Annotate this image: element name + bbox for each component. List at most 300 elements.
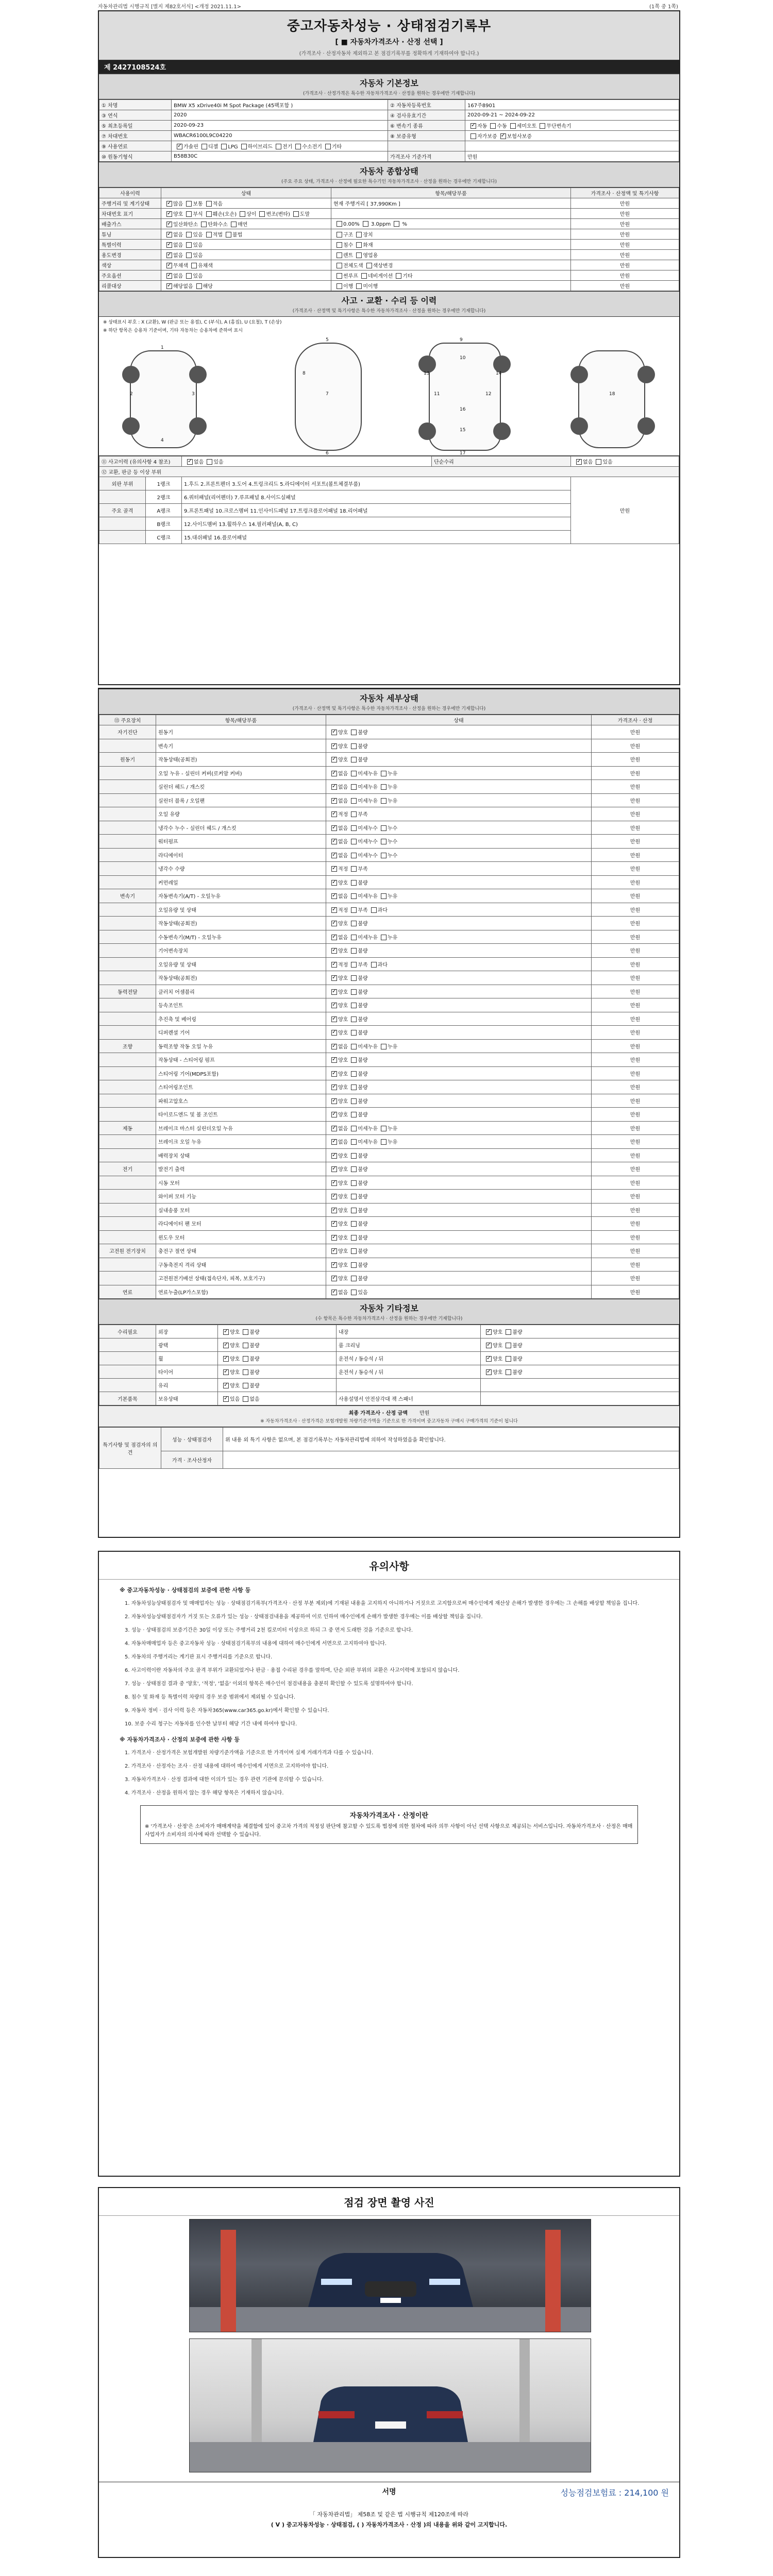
photo-section-title: 점검 장면 촬영 사진: [99, 2188, 679, 2216]
overall-col-header: 상태: [161, 188, 331, 198]
checkbox-label: 구조: [343, 232, 354, 238]
checkbox-icon[interactable]: [243, 1356, 248, 1362]
checkbox-icon[interactable]: [331, 880, 337, 886]
detail-group: 제동: [99, 1121, 156, 1135]
detail-part: 스티어링 기어(MDPS포함): [156, 1066, 326, 1080]
basic-info-header: [99, 74, 679, 99]
detail-group: [99, 1190, 156, 1204]
legal-footer-1: 「 자동차관리법」 제58조 및 같은 법 시행규칙 제120조에 따라: [309, 2511, 469, 2518]
checkbox-label: 양호: [338, 1112, 348, 1118]
checkbox-icon[interactable]: [331, 1166, 337, 1172]
checkbox-label: 불량: [249, 1383, 260, 1389]
other-group: 기본품목: [99, 1392, 156, 1405]
detail-price: 만원: [592, 998, 679, 1012]
overall-price: 만원: [571, 281, 679, 291]
checkbox-icon[interactable]: [331, 1016, 337, 1022]
inspection-photo-front: [189, 2219, 591, 2332]
checkbox-icon[interactable]: [201, 222, 207, 227]
detail-part: 동력조향 작동 오일 누유: [156, 1039, 326, 1053]
detail-row: [99, 998, 679, 1012]
checkbox-icon[interactable]: [351, 1290, 357, 1295]
checkbox-icon[interactable]: [166, 211, 172, 217]
checkbox-icon[interactable]: [510, 123, 516, 129]
checkbox-icon[interactable]: [381, 853, 386, 858]
checkbox-label: 해당없음: [173, 284, 193, 290]
checkbox-icon[interactable]: [381, 771, 386, 776]
checkbox-icon[interactable]: [351, 1084, 357, 1090]
checkbox-label: %: [400, 221, 407, 227]
parts-header: ⑫ 교환, 판금 등 이상 부위: [99, 467, 679, 477]
checkbox-label: 기타: [331, 144, 342, 150]
checkbox-label: 변조(변타): [266, 212, 290, 217]
basic-value: 167주8901: [467, 103, 496, 109]
checkbox-label: 없음: [338, 798, 348, 804]
checkbox-icon[interactable]: [337, 273, 342, 279]
checkbox-label: 매연: [237, 222, 248, 228]
checkbox-icon[interactable]: [331, 1262, 337, 1268]
checkbox-icon[interactable]: [223, 1383, 229, 1388]
detail-price: 만원: [592, 1066, 679, 1080]
detail-row: [99, 903, 679, 917]
checkbox-icon[interactable]: [331, 1221, 337, 1227]
checkbox-icon[interactable]: [331, 784, 337, 790]
checkbox-icon[interactable]: [331, 1194, 337, 1199]
other-item: 광택: [156, 1338, 218, 1352]
checkbox-icon[interactable]: [331, 962, 337, 968]
detail-row: [99, 807, 679, 821]
document-title: 중고자동차성능 · 상태점검기록부: [287, 19, 492, 34]
checkbox-icon[interactable]: [259, 211, 265, 217]
checkbox-icon[interactable]: [371, 907, 377, 913]
checkbox-icon[interactable]: [196, 283, 202, 289]
checkbox-icon[interactable]: [206, 232, 212, 238]
checkbox-icon[interactable]: [506, 1356, 511, 1362]
checkbox-icon[interactable]: [381, 839, 386, 844]
checkbox-icon[interactable]: [381, 798, 386, 804]
checkbox-icon[interactable]: [331, 1126, 337, 1131]
checkbox-icon[interactable]: [337, 242, 342, 248]
detail-part: 라디에이터: [156, 848, 326, 862]
checkbox-icon[interactable]: [596, 459, 601, 465]
checkbox-icon[interactable]: [331, 948, 337, 954]
checkbox-label: 미세누유: [358, 935, 378, 941]
checkbox-label: 불량: [358, 743, 368, 750]
checkbox-icon[interactable]: [331, 975, 337, 981]
detail-group: 조향: [99, 1039, 156, 1053]
checkbox-icon[interactable]: [325, 144, 331, 149]
checkbox-icon[interactable]: [356, 232, 362, 238]
checkbox-label: 없음: [338, 785, 348, 791]
detail-price: 만원: [592, 917, 679, 930]
detail-part: 추진축 및 베어링: [156, 1012, 326, 1026]
car-rear-outline: [578, 350, 645, 448]
checkbox-icon[interactable]: [295, 144, 301, 149]
checkbox-icon[interactable]: [351, 1153, 357, 1159]
other-item-2: 운전석 / 동승석 / 뒤: [337, 1365, 481, 1379]
detail-group: [99, 862, 156, 876]
checkbox-icon[interactable]: [486, 1369, 492, 1375]
special-notes-label: 특기사항 및 점검자의 의견: [99, 1428, 161, 1469]
checkbox-icon[interactable]: [186, 232, 192, 238]
checkbox-label: 없음: [173, 243, 183, 248]
detail-price: 만원: [592, 1135, 679, 1149]
detail-group: [99, 835, 156, 849]
checkbox-icon[interactable]: [243, 1329, 248, 1335]
checkbox-icon[interactable]: [366, 263, 372, 268]
checkbox-icon[interactable]: [331, 1276, 337, 1281]
notice-item: 4. 가격조사 · 산정을 원하지 않는 경우 해당 항목은 기재하지 않습니다.: [125, 1790, 284, 1796]
detail-group: [99, 766, 156, 780]
detail-part: 충전구 절연 상태: [156, 1244, 326, 1258]
checkbox-icon[interactable]: [166, 232, 172, 238]
checkbox-label: 미세누수: [358, 825, 378, 832]
checkbox-icon[interactable]: [381, 825, 386, 831]
checkbox-icon[interactable]: [351, 1112, 357, 1117]
basic-label: [388, 141, 465, 151]
checkbox-icon[interactable]: [166, 201, 172, 207]
checkbox-icon[interactable]: [331, 935, 337, 940]
checkbox-icon[interactable]: [331, 811, 337, 817]
checkbox-icon[interactable]: [351, 743, 357, 749]
checkbox-icon[interactable]: [351, 1221, 357, 1227]
checkbox-icon[interactable]: [356, 252, 362, 258]
checkbox-label: 세미오토: [516, 124, 537, 129]
checkbox-icon[interactable]: [243, 1396, 248, 1402]
checkbox-label: 양호: [230, 1383, 240, 1389]
checkbox-icon[interactable]: [186, 242, 192, 248]
checkbox-icon[interactable]: [243, 1369, 248, 1375]
checkbox-icon[interactable]: [351, 771, 357, 776]
checkbox-icon[interactable]: [486, 1329, 492, 1335]
checkbox-icon[interactable]: [331, 1208, 337, 1213]
checkbox-icon[interactable]: [470, 133, 476, 139]
checkbox-icon[interactable]: [186, 201, 192, 207]
detail-col-header: 상태: [326, 715, 592, 725]
checkbox-icon[interactable]: [351, 1276, 357, 1281]
checkbox-icon[interactable]: [351, 1126, 357, 1131]
checkbox-icon[interactable]: [331, 1180, 337, 1186]
checkbox-label: 불량: [358, 1153, 368, 1159]
checkbox-icon[interactable]: [351, 798, 357, 804]
checkbox-icon[interactable]: [243, 1343, 248, 1348]
detail-part: 배력장치 상태: [156, 1148, 326, 1162]
checkbox-icon[interactable]: [223, 1396, 229, 1402]
checkbox-icon[interactable]: [293, 211, 299, 217]
overall-label: 특별이력: [99, 240, 161, 250]
checkbox-icon[interactable]: [490, 123, 496, 129]
detail-group: [99, 1080, 156, 1094]
checkbox-icon[interactable]: [331, 757, 337, 762]
checkbox-icon[interactable]: [186, 252, 192, 258]
checkbox-icon[interactable]: [351, 1262, 357, 1268]
checkbox-icon[interactable]: [331, 1084, 337, 1090]
checkbox-icon[interactable]: [351, 1071, 357, 1077]
checkbox-label: 양호: [338, 880, 348, 886]
detail-row: [99, 766, 679, 780]
checkbox-icon[interactable]: [351, 1044, 357, 1049]
checkbox-icon[interactable]: [351, 1194, 357, 1199]
checkbox-icon[interactable]: [331, 1139, 337, 1145]
checkbox-icon[interactable]: [337, 232, 342, 238]
checkbox-icon[interactable]: [187, 459, 193, 465]
checkbox-icon[interactable]: [276, 144, 281, 149]
checkbox-icon[interactable]: [331, 798, 337, 804]
checkbox-icon[interactable]: [361, 273, 367, 279]
checkbox-icon[interactable]: [207, 459, 212, 465]
checkbox-icon[interactable]: [166, 263, 172, 268]
checkbox-icon[interactable]: [351, 1016, 357, 1022]
detail-price: 만원: [592, 1012, 679, 1026]
checkbox-icon[interactable]: [186, 211, 192, 217]
checkbox-icon[interactable]: [226, 232, 231, 238]
checkbox-icon[interactable]: [177, 144, 182, 149]
checkbox-icon[interactable]: [506, 1369, 511, 1375]
checkbox-label: 자가보증: [477, 134, 497, 140]
checkbox-icon[interactable]: [331, 1112, 337, 1117]
checkbox-label: 적정: [338, 867, 348, 873]
checkbox-icon[interactable]: [506, 1329, 511, 1335]
checkbox-icon[interactable]: [381, 893, 386, 899]
detail-part: 기어변속장치: [156, 944, 326, 958]
checkbox-icon[interactable]: [351, 1180, 357, 1186]
checkbox-icon[interactable]: [331, 866, 337, 872]
checkbox-icon[interactable]: [206, 211, 212, 217]
overall-col-header: 항목/해당부품: [331, 188, 571, 198]
checkbox-label: 없음: [173, 253, 183, 259]
checkbox-icon[interactable]: [486, 1343, 492, 1348]
checkbox-label: 상이: [246, 212, 257, 217]
checkbox-icon[interactable]: [221, 144, 227, 149]
checkbox-icon[interactable]: [470, 123, 476, 129]
checkbox-icon[interactable]: [331, 1290, 337, 1295]
checkbox-icon[interactable]: [331, 1248, 337, 1254]
car-front-outline: [130, 350, 197, 448]
checkbox-label: 양호: [493, 1330, 503, 1335]
page-counter: (1쪽 중 1쪽): [649, 4, 678, 10]
checkbox-icon[interactable]: [331, 730, 337, 735]
checkbox-icon[interactable]: [166, 222, 172, 227]
checkbox-icon[interactable]: [381, 1139, 386, 1145]
checkbox-icon[interactable]: [356, 242, 362, 248]
checkbox-icon[interactable]: [351, 1208, 357, 1213]
checkbox-icon[interactable]: [223, 1329, 229, 1335]
checkbox-label: 없음: [338, 1140, 348, 1146]
checkbox-icon[interactable]: [240, 211, 245, 217]
checkbox-label: 미이행: [363, 284, 378, 290]
checkbox-icon[interactable]: [356, 283, 362, 289]
checkbox-icon[interactable]: [331, 1153, 337, 1159]
checkbox-label: 누유: [387, 771, 398, 777]
wheel-icon: [570, 417, 588, 435]
checkbox-icon[interactable]: [191, 263, 197, 268]
detail-row: [99, 739, 679, 753]
accident-note: (가격조사 · 산정액 및 특기사항은 특수한 자동차가격조사 · 산정을 원하는 경우에만 기재합니다): [292, 309, 486, 314]
detail-row: [99, 930, 679, 944]
basic-label: ⑩ 원동기형식: [99, 151, 172, 162]
overall-label: 배출가스: [99, 219, 161, 229]
checkbox-icon[interactable]: [351, 1030, 357, 1036]
checkbox-label: 양호: [338, 1016, 348, 1023]
checkbox-icon[interactable]: [201, 144, 207, 149]
checkbox-icon[interactable]: [394, 221, 399, 227]
checkbox-icon[interactable]: [331, 1071, 337, 1077]
notice-item: 7. 성능 · 상태점검 결과 중 '양호', '적정', '없음' 이외의 항목은 매수인이 점검내용을 충분히 확인할 수 있도록 설명하여야 합니다.: [125, 1681, 413, 1687]
overall-label: 튜닝: [99, 229, 161, 240]
checkbox-icon[interactable]: [331, 1235, 337, 1241]
checkbox-icon[interactable]: [331, 989, 337, 995]
other-item: 외장: [156, 1325, 218, 1338]
checkbox-icon[interactable]: [351, 880, 357, 886]
detail-row: [99, 725, 679, 739]
checkbox-icon[interactable]: [351, 811, 357, 817]
overall-row: [99, 250, 679, 260]
detail-part: 작동상태(공회전): [156, 917, 326, 930]
checkbox-label: 일산화탄소: [173, 222, 198, 228]
detail-row: [99, 917, 679, 930]
overall-col-header: 가격조사 · 산정액 및 특기사항: [571, 188, 679, 198]
checkbox-icon[interactable]: [351, 1057, 357, 1063]
checkbox-icon[interactable]: [363, 221, 368, 227]
parts-items: 12.사이드멤버 13.휠하우스 14.필러패널(A, B, C): [182, 517, 571, 531]
checkbox-icon[interactable]: [337, 252, 342, 258]
checkbox-icon[interactable]: [337, 283, 342, 289]
checkbox-icon[interactable]: [540, 123, 545, 129]
checkbox-icon[interactable]: [351, 866, 357, 872]
checkbox-icon[interactable]: [351, 839, 357, 844]
checkbox-icon[interactable]: [243, 1383, 248, 1388]
checkbox-label: 과다: [377, 962, 388, 968]
detail-row: [99, 1258, 679, 1272]
detail-part: 클러치 어셈블리: [156, 985, 326, 998]
checkbox-label: 불량: [358, 1098, 368, 1105]
checkbox-icon[interactable]: [206, 201, 212, 207]
inspection-page-1: [98, 10, 680, 685]
checkbox-icon[interactable]: [351, 1003, 357, 1008]
checkbox-icon[interactable]: [337, 221, 342, 227]
checkbox-label: 양호: [338, 921, 348, 927]
checkbox-icon[interactable]: [381, 935, 386, 940]
detail-row: [99, 1066, 679, 1080]
detail-row: [99, 875, 679, 889]
checkbox-icon[interactable]: [506, 1343, 511, 1348]
checkbox-icon[interactable]: [351, 825, 357, 831]
checkbox-icon[interactable]: [351, 893, 357, 899]
detail-col-header: 항목/해당부품: [156, 715, 326, 725]
checkbox-icon[interactable]: [351, 975, 357, 981]
checkbox-icon[interactable]: [381, 784, 386, 790]
checkbox-label: 불량: [358, 1167, 368, 1173]
checkbox-icon[interactable]: [351, 935, 357, 940]
checkbox-icon[interactable]: [331, 1044, 337, 1049]
checkbox-icon[interactable]: [231, 222, 237, 227]
checkbox-icon[interactable]: [331, 1098, 337, 1104]
checkbox-icon[interactable]: [331, 1030, 337, 1036]
checkbox-icon[interactable]: [331, 839, 337, 844]
checkbox-label: 영업용: [363, 253, 378, 259]
checkbox-icon[interactable]: [486, 1356, 492, 1362]
parts-items: 1.후드 2.프론트펜더 3.도어 4.트렁크리드 5.라디에이터 서포트(볼트체결부품): [182, 477, 571, 490]
checkbox-icon[interactable]: [381, 1044, 386, 1049]
checkbox-icon[interactable]: [331, 1003, 337, 1008]
checkbox-icon[interactable]: [351, 1139, 357, 1145]
checkbox-icon[interactable]: [351, 1098, 357, 1104]
checkbox-icon[interactable]: [351, 962, 357, 968]
checkbox-icon[interactable]: [331, 743, 337, 749]
detail-part: 와이퍼 모터 기능: [156, 1190, 326, 1204]
checkbox-icon[interactable]: [351, 1248, 357, 1254]
checkbox-label: 하이브리드: [247, 144, 273, 150]
checkbox-icon[interactable]: [241, 144, 247, 149]
other-row: [99, 1365, 679, 1379]
detail-group: [99, 1176, 156, 1190]
checkbox-icon[interactable]: [186, 273, 192, 279]
detail-header: [99, 689, 679, 715]
checkbox-icon[interactable]: [166, 252, 172, 258]
checkbox-label: 양호: [338, 1058, 348, 1064]
checkbox-icon[interactable]: [351, 921, 357, 926]
detail-part: 변속기: [156, 739, 326, 753]
detail-row: [99, 1080, 679, 1094]
checkbox-icon[interactable]: [381, 1126, 386, 1131]
overall-col-header: 사용이력: [99, 188, 161, 198]
checkbox-icon[interactable]: [351, 757, 357, 762]
checkbox-icon[interactable]: [351, 989, 357, 995]
checkbox-label: 불량: [358, 948, 368, 955]
checkbox-icon[interactable]: [331, 825, 337, 831]
appraiser-label: 가격 · 조사산정자: [161, 1451, 223, 1469]
checkbox-icon[interactable]: [331, 853, 337, 858]
checkbox-icon[interactable]: [331, 921, 337, 926]
checkbox-icon[interactable]: [351, 1235, 357, 1241]
checkbox-icon[interactable]: [331, 771, 337, 776]
detail-price: 만원: [592, 903, 679, 917]
inspection-photo-rear: [189, 2338, 591, 2472]
part-number-label: 3: [192, 392, 195, 397]
checkbox-icon[interactable]: [351, 1166, 357, 1172]
overall-price: 만원: [571, 270, 679, 281]
checkbox-icon[interactable]: [166, 242, 172, 248]
checkbox-icon[interactable]: [351, 853, 357, 858]
checkbox-icon[interactable]: [223, 1369, 229, 1375]
checkbox-icon[interactable]: [166, 283, 172, 289]
checkbox-icon[interactable]: [331, 1057, 337, 1063]
checkbox-icon[interactable]: [351, 948, 357, 954]
checkbox-icon[interactable]: [223, 1343, 229, 1348]
detail-part: 라디에이터 팬 모터: [156, 1217, 326, 1231]
checkbox-icon[interactable]: [166, 273, 172, 279]
checkbox-icon[interactable]: [351, 907, 357, 913]
parts-rank: 1랭크: [146, 477, 182, 490]
detail-row: [99, 1244, 679, 1258]
checkbox-icon[interactable]: [337, 263, 342, 268]
detail-part: 냉각수 누수 - 실린더 헤드 / 개스킷: [156, 821, 326, 835]
checkbox-icon[interactable]: [331, 907, 337, 913]
detail-group: [99, 739, 156, 753]
checkbox-icon[interactable]: [351, 730, 357, 735]
checkbox-icon[interactable]: [223, 1356, 229, 1362]
notice-title: 유의사항: [99, 1552, 679, 1580]
wheel-icon: [418, 355, 436, 373]
checkbox-icon[interactable]: [371, 962, 377, 968]
checkbox-icon[interactable]: [396, 273, 401, 279]
wheel-icon: [493, 355, 511, 373]
checkbox-icon[interactable]: [576, 459, 582, 465]
checkbox-label: 양호: [493, 1357, 503, 1362]
checkbox-icon[interactable]: [331, 893, 337, 899]
checkbox-icon[interactable]: [500, 133, 506, 139]
checkbox-icon[interactable]: [351, 784, 357, 790]
overall-row: [99, 229, 679, 240]
